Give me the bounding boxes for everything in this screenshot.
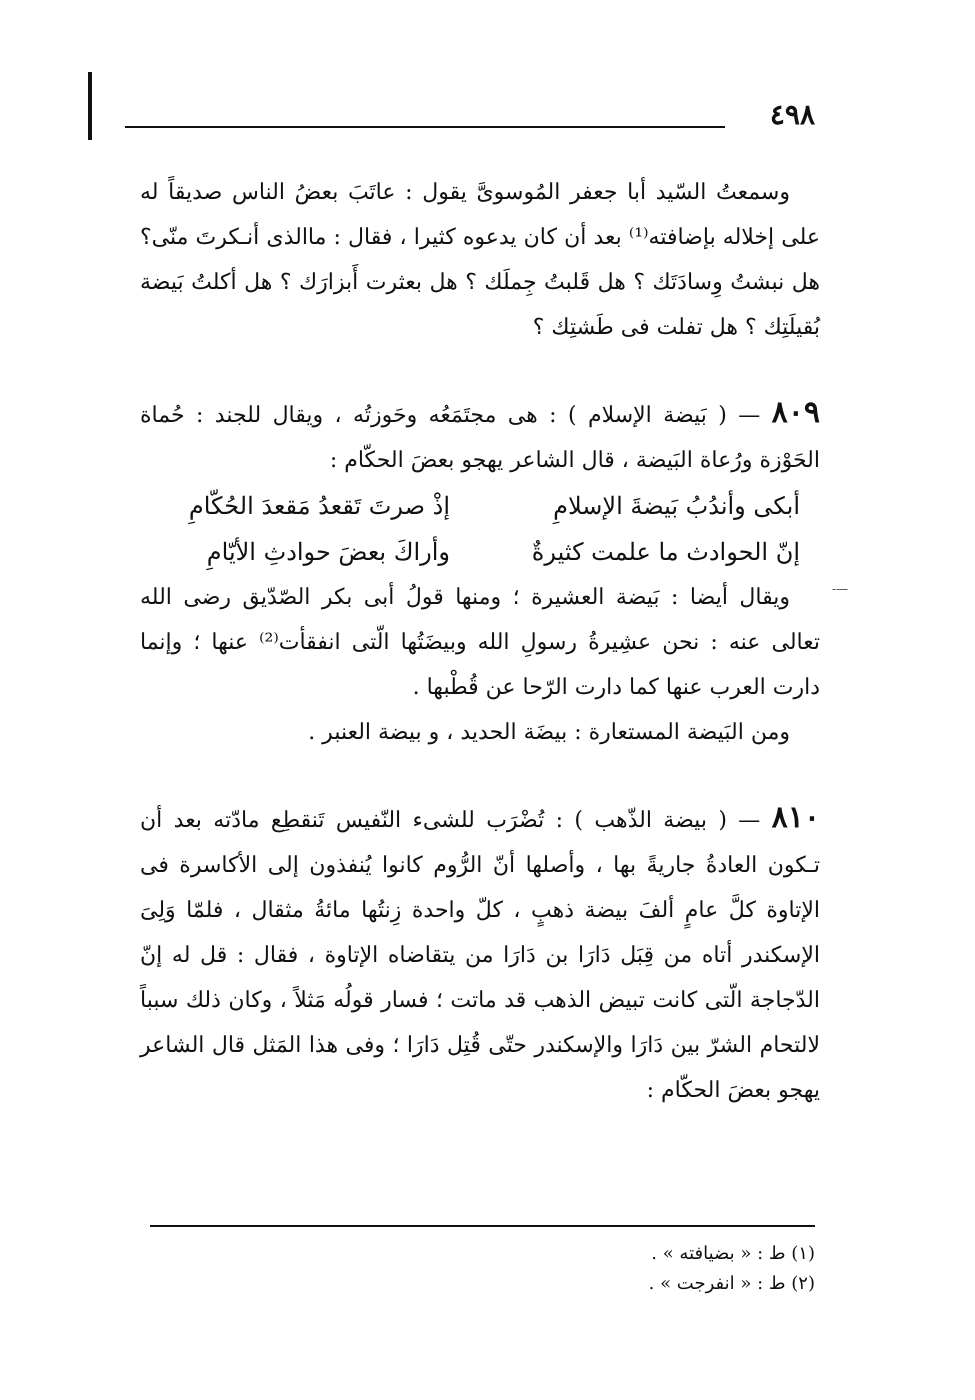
section-810-text: — ( بيضة الذّهب ) : تُضْرَب للشىء النّفيس تَنقطِع مادّته بعد أن تـكون العادةُ جاريةً بها ، وأصلها أنّ الرُّوم كانوا يُنفذون إلى الأكاسرة فى الإتاوة كلَّ عامٍ ألفَ بيضة ذهبٍ ، كلّ واحدة زِنتُها مائةُ مثقال ، فلمّا وَلِىَ الإسكندر أتاه من قِبَل دَارَا بن دَارَا من يتقاضاه الإتاوة ، فقال : قل له إنّ الدّجاجة الّتى كانت تبيض الذهب قد ماتت ؛ فسار قولُه مَثلاً ، وكان ذلك سبباً لالتحام الشرّ بين دَارَا والإسكندر حتّى قُتِل دَارَا ؛ وفى هذا المَثل قال الشاعر يهجو بعضَ الحكّام : bbox=[140, 808, 820, 1103]
verse-1-hemistich-1: أبكى وأندُبُ بَيضةَ الإسلامِ bbox=[553, 492, 800, 520]
paragraph-intro: وسمعتُ السّيد أبا جعفر المُوسوىَّ يقول : عاتَبَ بعضُ الناس صديقاً له على إخلاله بإضافته⁽¹⁾ بعد أن كان يدعوه كثيرا ، فقال : ماالذى أنـكرتَ منّى؟ هل نبشتُ وِسادَتَك ؟ هل قَلبتُ جِملَك ؟ هل بعثرت أَبزارَك ؟ هل أكلتُ بَيضة بُقيلَتِك ؟ هل تفلت فى طَشتِك ؟ bbox=[140, 180, 821, 340]
section-809 bbox=[140, 390, 820, 755]
paragraph-mustaara: ومن البَيضة المستعارة : بيضَة الحديد ، و بيضة العنبر . bbox=[308, 720, 790, 745]
verse-2-hemistich-1: إنّ الحوادث ما علمت كثيرةٌ bbox=[531, 538, 800, 566]
section-809-text: — ( بَيضة الإسلام ) : هى مجتَمَعُه وحَوزتُه ، ويقال للجند : حُماة الحَوْزة ورُعاة البَيضة ، قال الشاعر يهجو بعضَ الحكّام : bbox=[140, 403, 820, 473]
page-number: ٤٩٨ bbox=[769, 98, 815, 131]
section-809-number: ٨٠٩ bbox=[771, 395, 820, 430]
footnotes bbox=[150, 1225, 815, 1299]
section-810-paragraph bbox=[140, 795, 820, 1113]
margin-mark: -— bbox=[832, 582, 849, 596]
footnote-2: (٢) ط : « انفرجت » . bbox=[648, 1273, 815, 1294]
verse-2-hemistich-2: وأراكَ بعضَ حوادثِ الأيّامِ bbox=[206, 538, 450, 566]
section-810 bbox=[140, 795, 820, 1113]
section-809-paragraph bbox=[140, 390, 820, 483]
footnote-1: (١) ط : « بضيافته » . bbox=[651, 1243, 815, 1264]
page-edge-mark bbox=[88, 72, 92, 140]
verse-1-hemistich-2: إذْ صرتَ تَقعدُ مَقعدَ الحُكّامِ bbox=[188, 492, 450, 520]
verse-line-1 bbox=[140, 483, 820, 529]
section-810-number: ٨١٠ bbox=[771, 800, 820, 835]
page-header bbox=[125, 98, 815, 138]
paragraph-ashira: ويقال أيضا : بَيضة العشيرة ؛ ومنها قولُ أبى بكر الصّدّيق رضى الله تعالى عنه : نحن عشِيرةُ رسولِ الله وبيضَتُها الّتى انفقأت⁽²⁾ عنها ؛ وإنما دارت العرب عنها كما دارت الرّحا عن قُطْبها . bbox=[140, 585, 820, 700]
page-body bbox=[140, 170, 820, 1113]
header-rule bbox=[125, 126, 725, 128]
verse-line-2 bbox=[140, 529, 820, 575]
